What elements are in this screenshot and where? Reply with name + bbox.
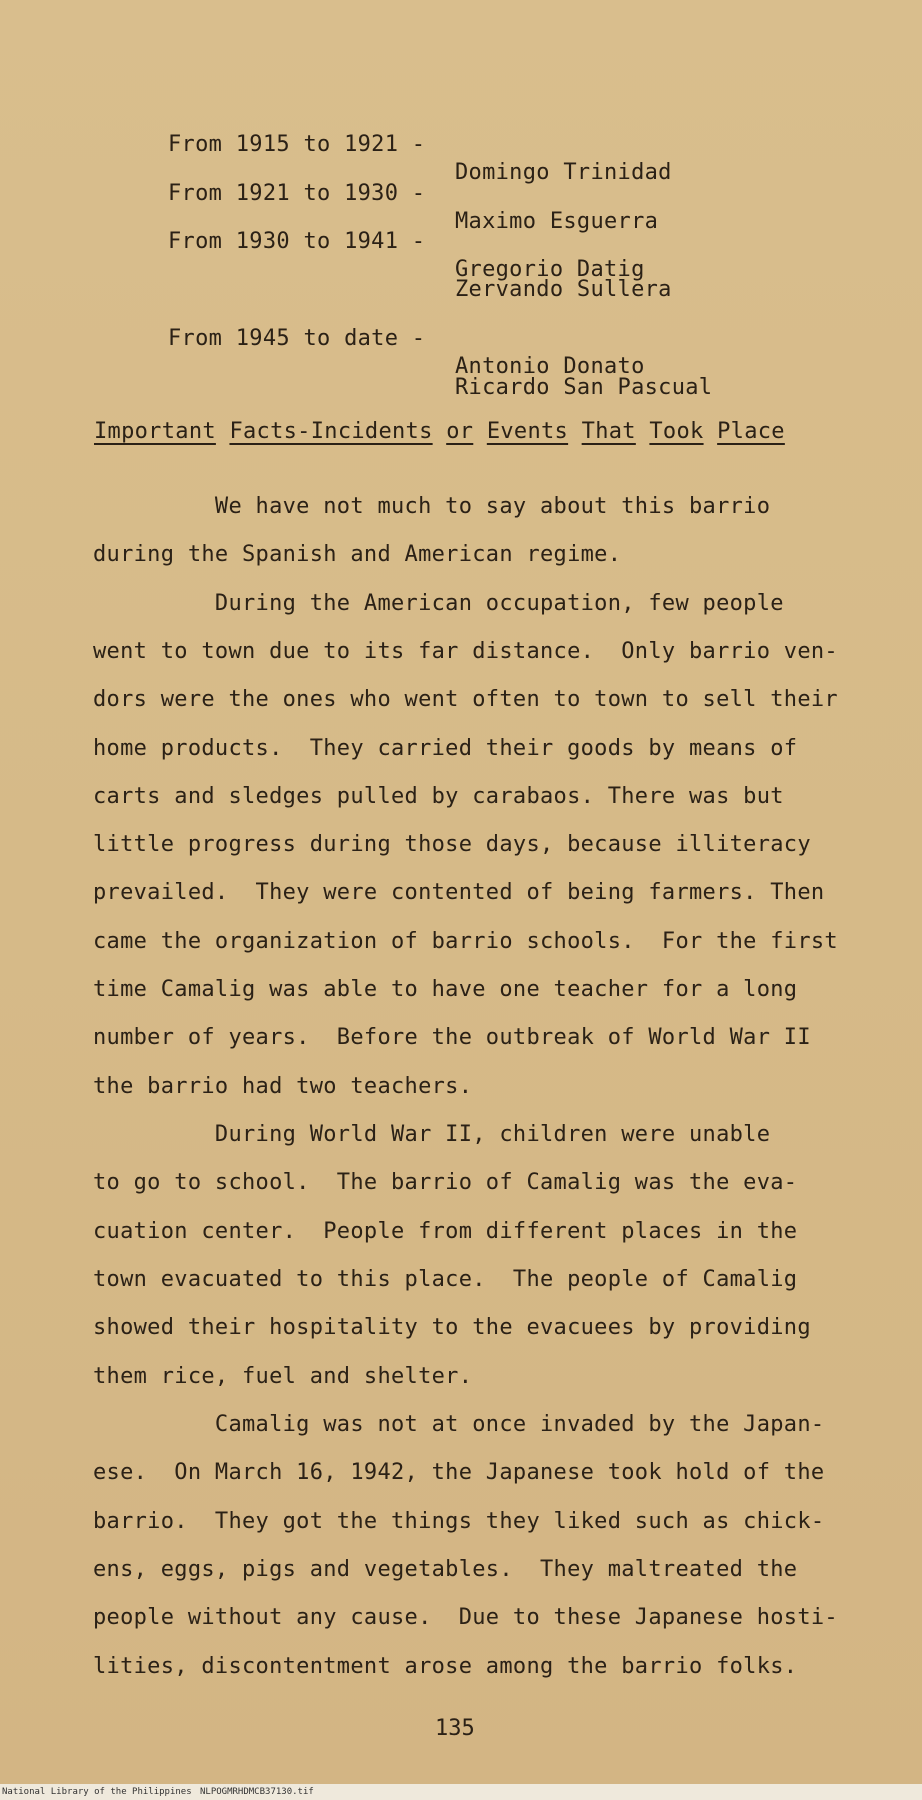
- text-line: We have not much to say about this barrio: [93, 494, 771, 519]
- text-line: number of years. Before the outbreak of World War II: [93, 1025, 811, 1050]
- heading-word: Place: [717, 419, 785, 444]
- footer-filename: NLPOGMRHDMCB37130.tif: [200, 1787, 314, 1797]
- succession-name: Domingo Trinidad: [455, 160, 672, 185]
- heading-word: Important: [94, 419, 216, 444]
- succession-years: From 1921 to 1930 -: [168, 181, 426, 206]
- text-line: during the Spanish and American regime.: [93, 542, 622, 567]
- heading-word: Took: [649, 419, 704, 444]
- text-line: prevailed. They were contented of being farmers. Then: [93, 880, 825, 905]
- succession-name: Gregorio Datig: [455, 257, 645, 282]
- text-line: town evacuated to this place. The people of Camalig: [93, 1267, 798, 1292]
- text-line: During the American occupation, few people: [93, 591, 784, 616]
- succession-name: Antonio Donato: [455, 354, 645, 379]
- text-line: time Camalig was able to have one teacher for a long: [93, 977, 798, 1002]
- page-number: 135: [435, 1716, 475, 1741]
- heading-word: Facts-Incidents: [229, 419, 433, 444]
- heading-word: That: [581, 419, 636, 444]
- footer-library: National Library of the Philippines: [2, 1787, 192, 1797]
- text-line: dors were the ones who went often to town to sell their: [93, 687, 838, 712]
- text-line: the barrio had two teachers.: [93, 1074, 473, 1099]
- text-line: went to town due to its far distance. Only barrio ven-: [93, 639, 838, 664]
- heading-word: Events: [486, 419, 569, 444]
- section-heading: [94, 418, 785, 446]
- text-line: showed their hospitality to the evacuees by providing: [93, 1315, 811, 1340]
- succession-name: Ricardo San Pascual: [455, 375, 713, 400]
- text-line: lities, discontentment arose among the barrio folks.: [93, 1654, 798, 1679]
- text-line: came the organization of barrio schools. For the first: [93, 929, 838, 954]
- text-line: cuation center. People from different places in the: [93, 1219, 798, 1244]
- text-line: home products. They carried their goods by means of: [93, 736, 798, 761]
- text-line: little progress during those days, because illiteracy: [93, 832, 811, 857]
- text-line: people without any cause. Due to these Japanese hosti-: [93, 1605, 838, 1630]
- succession-name: Maximo Esguerra: [455, 209, 659, 234]
- text-line: them rice, fuel and shelter.: [93, 1364, 473, 1389]
- text-line: During World War II, children were unable: [93, 1122, 771, 1147]
- text-line: barrio. They got the things they liked such as chick-: [93, 1509, 825, 1534]
- text-line: ese. On March 16, 1942, the Japanese took hold of the: [93, 1460, 825, 1485]
- succession-years: From 1930 to 1941 -: [168, 229, 426, 254]
- text-line: ens, eggs, pigs and vegetables. They maltreated the: [93, 1557, 798, 1582]
- succession-years: From 1945 to date -: [168, 326, 426, 351]
- text-line: carts and sledges pulled by carabaos. There was but: [93, 784, 784, 809]
- succession-name: Zervando Sullera: [455, 277, 672, 302]
- heading-word: or: [446, 419, 474, 444]
- scan-footer: [0, 1784, 922, 1800]
- text-line: to go to school. The barrio of Camalig was the eva-: [93, 1170, 798, 1195]
- text-line: Camalig was not at once invaded by the Japan-: [93, 1412, 825, 1437]
- succession-years: From 1915 to 1921 -: [168, 132, 426, 157]
